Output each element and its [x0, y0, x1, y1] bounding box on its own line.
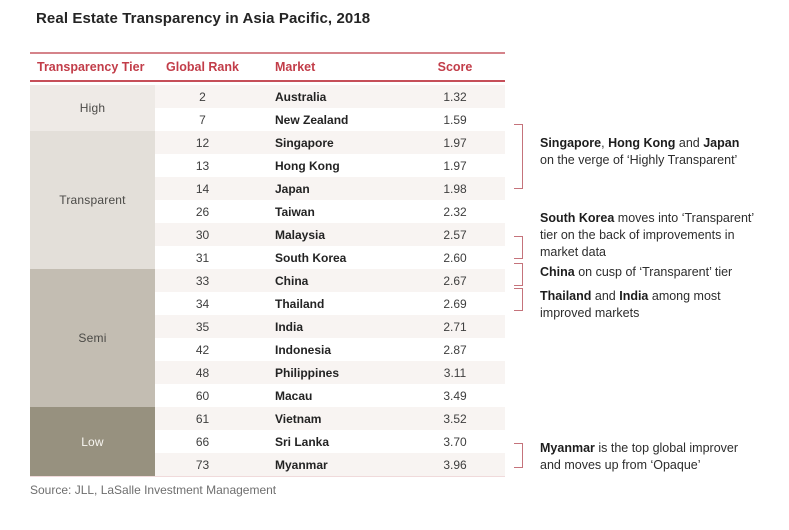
cell-score: 3.52 [443, 411, 467, 426]
cell-score: 3.49 [443, 388, 467, 403]
cell-market: Singapore [275, 135, 334, 150]
table-row [155, 430, 505, 453]
annotation-myanmar [540, 440, 789, 474]
column-header-transparency-tier: Transparency Tier [37, 60, 145, 74]
bracket-myanmar [514, 443, 523, 468]
annotation-line: improved markets [540, 306, 640, 320]
table-row [155, 154, 505, 177]
cell-market: Vietnam [275, 411, 322, 426]
cell-market: New Zealand [275, 112, 349, 127]
cell-score: 1.97 [443, 158, 467, 173]
cell-market: Taiwan [275, 204, 315, 219]
cell-score: 1.98 [443, 181, 467, 196]
bracket-singapore-hongkong-japan [514, 124, 523, 189]
cell-global-rank: 48 [195, 365, 210, 380]
cell-market: Sri Lanka [275, 434, 330, 449]
cell-score: 2.57 [443, 227, 467, 242]
column-header-score: Score [437, 60, 473, 74]
annotation-china [540, 264, 789, 281]
annotation-line: South Korea moves into ‘Transparent’ [540, 211, 755, 225]
cell-global-rank: 14 [195, 181, 210, 196]
tier-cell-transparent: Transparent [30, 131, 155, 269]
cell-global-rank: 12 [195, 135, 210, 150]
page-title: Real Estate Transparency in Asia Pacific, 2018 [36, 10, 371, 27]
cell-global-rank: 26 [195, 204, 210, 219]
cell-market: Indonesia [275, 342, 332, 357]
cell-market: China [275, 273, 309, 288]
bracket-thailand [514, 288, 523, 311]
cell-score: 2.87 [443, 342, 467, 357]
tier-cell-high: High [30, 85, 155, 131]
cell-score: 2.67 [443, 273, 467, 288]
annotation-thailand-india [540, 288, 789, 322]
cell-market: Japan [275, 181, 310, 196]
cell-global-rank: 73 [195, 457, 210, 472]
cell-market: Australia [275, 89, 327, 104]
cell-global-rank: 7 [199, 112, 206, 127]
table-row [155, 407, 505, 430]
cell-global-rank: 66 [195, 434, 210, 449]
cell-score: 2.60 [443, 250, 467, 265]
cell-global-rank: 2 [199, 89, 206, 104]
tier-cell-semi: Semi [30, 269, 155, 407]
table-row [155, 223, 505, 246]
bracket-china [514, 263, 523, 286]
tier-column [30, 85, 155, 476]
table-row [155, 246, 505, 269]
annotation-line: Singapore, Hong Kong and Japan [540, 136, 740, 150]
table-row [155, 200, 505, 223]
column-header-market: Market [275, 60, 316, 74]
cell-global-rank: 61 [195, 411, 210, 426]
cell-score: 1.32 [443, 89, 467, 104]
cell-score: 2.69 [443, 296, 467, 311]
table-row [155, 177, 505, 200]
cell-market: Thailand [275, 296, 325, 311]
cell-global-rank: 60 [195, 388, 210, 403]
cell-global-rank: 30 [195, 227, 210, 242]
table-row [155, 361, 505, 384]
annotation-line: China on cusp of ‘Transparent’ tier [540, 265, 733, 279]
bracket-south-korea [514, 236, 523, 259]
table-row [155, 315, 505, 338]
cell-market: Hong Kong [275, 158, 340, 173]
table-row [155, 85, 505, 108]
cell-market: Myanmar [275, 457, 328, 472]
cell-market: Malaysia [275, 227, 326, 242]
annotation-line: Myanmar is the top global improver [540, 441, 739, 455]
cell-score: 2.32 [443, 204, 467, 219]
annotation-south-korea [540, 210, 789, 261]
cell-market: Macau [275, 388, 313, 403]
cell-market: South Korea [275, 250, 347, 265]
annotation-line: tier on the back of improvements in [540, 228, 735, 242]
table-row [155, 131, 505, 154]
column-header-global-rank: Global Rank [166, 60, 239, 74]
annotation-line: Thailand and India among most [540, 289, 721, 303]
cell-global-rank: 35 [195, 319, 210, 334]
table-row [155, 453, 505, 476]
cell-score: 1.97 [443, 135, 467, 150]
cell-score: 1.59 [443, 112, 467, 127]
cell-score: 3.70 [443, 434, 467, 449]
cell-market: Philippines [275, 365, 340, 380]
table-rows [155, 85, 505, 476]
table-row [155, 384, 505, 407]
table-header-row [30, 54, 505, 80]
source-note: Source: JLL, LaSalle Investment Management [30, 483, 277, 497]
table-row [155, 269, 505, 292]
cell-score: 3.11 [443, 365, 467, 380]
cell-market: India [275, 319, 304, 334]
cell-score: 2.71 [443, 319, 467, 334]
annotation-line: on the verge of ‘Highly Transparent’ [540, 153, 738, 167]
table-row [155, 292, 505, 315]
annotation-line: market data [540, 245, 607, 259]
cell-global-rank: 33 [195, 273, 210, 288]
table-header-rule [30, 80, 505, 82]
cell-global-rank: 13 [195, 158, 210, 173]
cell-score: 3.96 [443, 457, 467, 472]
tier-cell-low: Low [30, 407, 155, 476]
table-row [155, 338, 505, 361]
cell-global-rank: 31 [195, 250, 210, 265]
cell-global-rank: 34 [195, 296, 210, 311]
cell-global-rank: 42 [195, 342, 210, 357]
table-row [155, 108, 505, 131]
table-body [30, 85, 505, 477]
annotation-singapore-hongkong-japan [540, 135, 789, 169]
annotation-line: and moves up from ‘Opaque’ [540, 458, 701, 472]
transparency-table [30, 52, 505, 477]
